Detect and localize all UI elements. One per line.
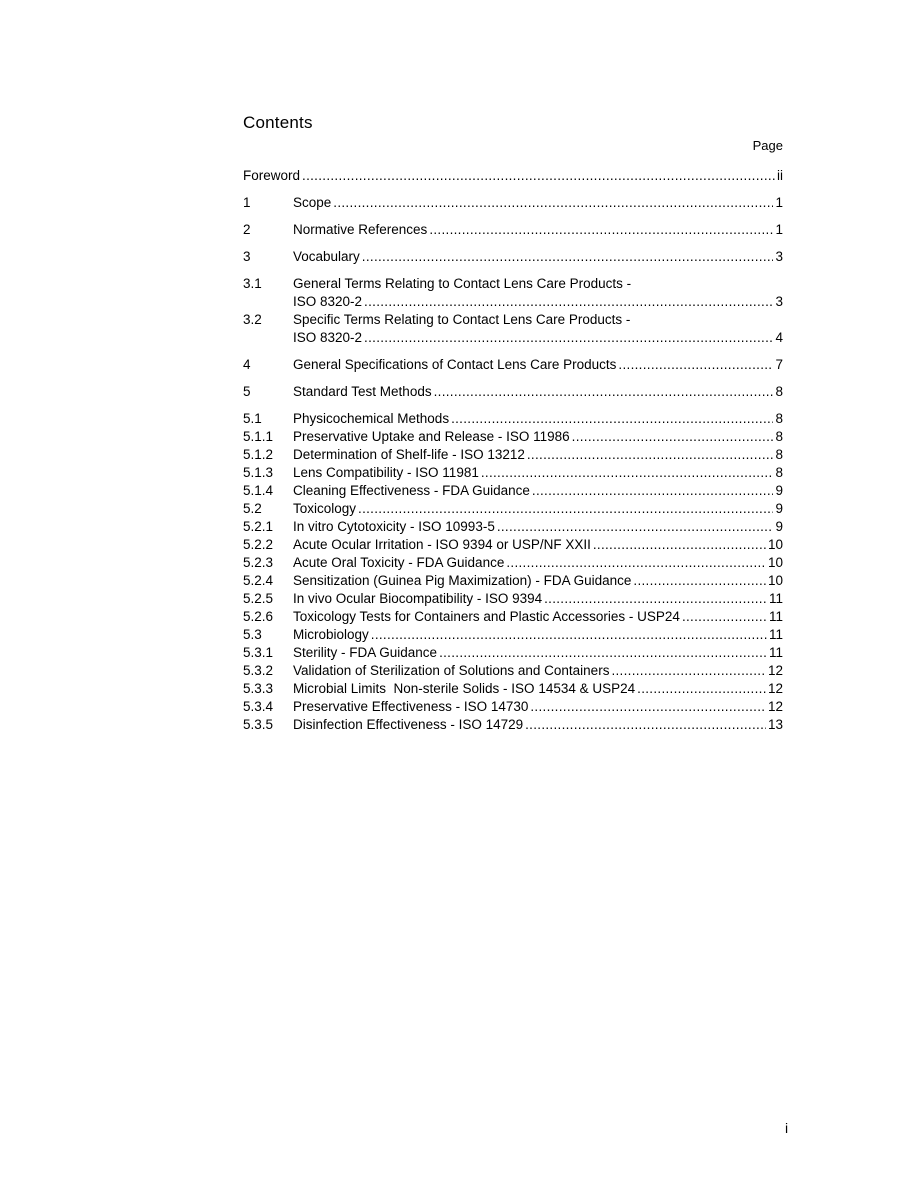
page-column-label: Page bbox=[752, 138, 783, 153]
toc-entry-text: Toxicology Tests for Containers and Plastic Accessories - USP24 bbox=[293, 609, 680, 624]
toc-entry-number: 3 bbox=[243, 249, 251, 264]
toc-entry-text: Toxicology bbox=[293, 501, 357, 516]
toc-entry[interactable] bbox=[243, 716, 783, 734]
toc-entry-text: Preservative Uptake and Release - ISO 11986 bbox=[293, 429, 570, 444]
toc-entry[interactable] bbox=[243, 428, 783, 446]
dot-leader bbox=[302, 167, 775, 185]
toc-entry-page: 9 bbox=[775, 501, 783, 516]
toc-entry-text: Vocabulary bbox=[293, 249, 360, 264]
toc-entry-text: Cleaning Effectiveness - FDA Guidance bbox=[293, 483, 530, 498]
toc-entry-text: Disinfection Effectiveness - ISO 14729 bbox=[293, 717, 524, 732]
toc-entry-3-2-line2[interactable] bbox=[243, 329, 783, 347]
toc-entry-number: 5.3.4 bbox=[243, 699, 274, 714]
toc-entry-text: Microbial Limits Non-sterile Solids - ISO 14534 & USP24 bbox=[293, 681, 636, 696]
toc-entry[interactable] bbox=[243, 221, 783, 239]
toc-entry-page: 1 bbox=[775, 222, 783, 237]
toc-entry-page: 9 bbox=[775, 519, 783, 534]
toc-entry[interactable] bbox=[243, 410, 783, 428]
toc-entry-page: 4 bbox=[775, 330, 783, 345]
toc-entry-text: Microbiology bbox=[293, 627, 369, 642]
toc-entry-page: 11 bbox=[768, 645, 783, 660]
toc-entry-page: 1 bbox=[775, 195, 783, 210]
toc-entry-text-continued: ISO 8320-2 bbox=[293, 294, 363, 309]
dot-leader bbox=[364, 329, 773, 347]
toc-entry-text: Physicochemical Methods bbox=[293, 411, 450, 426]
toc-entry-number: 5.3.1 bbox=[243, 645, 274, 660]
toc-entry-text: Standard Test Methods bbox=[293, 384, 432, 399]
footer-page-number: i bbox=[785, 1120, 789, 1136]
dot-leader bbox=[682, 608, 767, 626]
dot-leader bbox=[364, 293, 773, 311]
toc-entry[interactable] bbox=[243, 554, 783, 572]
toc-entry[interactable] bbox=[243, 644, 783, 662]
toc-entry-page: 12 bbox=[767, 681, 783, 696]
toc-entry[interactable] bbox=[243, 356, 783, 374]
dot-leader bbox=[358, 500, 773, 518]
toc-entry-page: 8 bbox=[775, 429, 783, 444]
dot-leader bbox=[371, 626, 767, 644]
toc-entry-page: 13 bbox=[767, 717, 783, 732]
toc-entry-page: 12 bbox=[767, 663, 783, 678]
dot-leader bbox=[481, 464, 774, 482]
dot-leader bbox=[611, 662, 766, 680]
dot-leader bbox=[333, 194, 773, 212]
toc-entry-text: Foreword bbox=[243, 168, 301, 183]
toc-entry-number: 5.3.3 bbox=[243, 681, 274, 696]
toc-entry-text: Acute Oral Toxicity - FDA Guidance bbox=[293, 555, 505, 570]
toc-entry-number: 5 bbox=[243, 384, 251, 399]
toc-entry-number: 1 bbox=[243, 195, 251, 210]
toc-entry-page: 3 bbox=[775, 249, 783, 264]
dot-leader bbox=[618, 356, 773, 374]
toc-entry-text: General Specifications of Contact Lens Care Products bbox=[293, 357, 617, 372]
toc-entry-page: 10 bbox=[767, 573, 783, 588]
dot-leader bbox=[434, 383, 774, 401]
toc-entry-number: 3.1 bbox=[243, 276, 262, 291]
dot-leader bbox=[429, 221, 773, 239]
dot-leader bbox=[527, 446, 774, 464]
toc-entry[interactable] bbox=[243, 248, 783, 266]
dot-leader bbox=[530, 698, 766, 716]
toc-entry-page: 11 bbox=[768, 627, 783, 642]
toc-entry-3-1-line1[interactable] bbox=[243, 275, 783, 293]
toc-entry-page: 11 bbox=[768, 591, 783, 606]
toc-entry-text: Acute Ocular Irritation - ISO 9394 or USP/NF XXII bbox=[293, 537, 591, 552]
dot-leader bbox=[593, 536, 766, 554]
dot-leader bbox=[506, 554, 766, 572]
toc-entry[interactable] bbox=[243, 608, 783, 626]
toc-entry-number: 5.2.6 bbox=[243, 609, 274, 624]
toc-entry-number: 2 bbox=[243, 222, 251, 237]
toc-entry-text: Determination of Shelf-life - ISO 13212 bbox=[293, 447, 525, 462]
toc-entry-text: Specific Terms Relating to Contact Lens Care Products - bbox=[293, 312, 631, 327]
dot-leader bbox=[497, 518, 774, 536]
toc-entry-number: 5.1.3 bbox=[243, 465, 274, 480]
toc-entry-number: 5.2.1 bbox=[243, 519, 274, 534]
toc-entry[interactable] bbox=[243, 536, 783, 554]
toc-entry[interactable] bbox=[243, 698, 783, 716]
dot-leader bbox=[544, 590, 767, 608]
toc-entry[interactable] bbox=[243, 383, 783, 401]
toc-entry-number: 5.1 bbox=[243, 411, 262, 426]
toc-entry-number: 4 bbox=[243, 357, 251, 372]
toc-entry-3-2-line1[interactable] bbox=[243, 311, 783, 329]
toc-entry-number: 5.3 bbox=[243, 627, 262, 642]
toc-entry[interactable] bbox=[243, 482, 783, 500]
toc-entry-text: Sterility - FDA Guidance bbox=[293, 645, 438, 660]
toc-entry-page: 11 bbox=[768, 609, 783, 624]
toc-entry[interactable] bbox=[243, 194, 783, 212]
toc-entry-number: 5.2 bbox=[243, 501, 262, 516]
toc-entry-number: 5.3.2 bbox=[243, 663, 274, 678]
toc-entry-number: 3.2 bbox=[243, 312, 262, 327]
toc-entry-page: 8 bbox=[775, 465, 783, 480]
toc-entry-text: Preservative Effectiveness - ISO 14730 bbox=[293, 699, 529, 714]
dot-leader bbox=[451, 410, 773, 428]
page-title: Contents bbox=[243, 113, 313, 132]
toc-entry-text: Lens Compatibility - ISO 11981 bbox=[293, 465, 479, 480]
toc-entry-number: 5.1.1 bbox=[243, 429, 274, 444]
toc-entry-page: 3 bbox=[775, 294, 783, 309]
toc-entry-text: Scope bbox=[293, 195, 332, 210]
toc-entry[interactable] bbox=[243, 518, 783, 536]
toc-entry[interactable] bbox=[243, 626, 783, 644]
toc-entry-page: 9 bbox=[775, 483, 783, 498]
toc-entry-page: 8 bbox=[775, 411, 783, 426]
toc-entry-number: 5.1.4 bbox=[243, 483, 274, 498]
toc-entry-text: Validation of Sterilization of Solutions and Containers bbox=[293, 663, 610, 678]
dot-leader bbox=[572, 428, 774, 446]
toc-entry-page: 12 bbox=[767, 699, 783, 714]
dot-leader bbox=[362, 248, 774, 266]
toc-entry-foreword[interactable] bbox=[243, 167, 783, 185]
toc-entry-3-1-line2[interactable] bbox=[243, 293, 783, 311]
toc-entry-page: ii bbox=[777, 168, 783, 183]
toc-entry[interactable] bbox=[243, 662, 783, 680]
toc-entry-page: 7 bbox=[775, 357, 783, 372]
toc-entry-number: 5.3.5 bbox=[243, 717, 274, 732]
toc-entry[interactable] bbox=[243, 446, 783, 464]
toc-entry-number: 5.2.2 bbox=[243, 537, 274, 552]
toc-entry[interactable] bbox=[243, 572, 783, 590]
toc-entry-text: Sensitization (Guinea Pig Maximization) - FDA Guidance bbox=[293, 573, 632, 588]
toc-entry[interactable] bbox=[243, 500, 783, 518]
toc-entry-number: 5.2.4 bbox=[243, 573, 274, 588]
dot-leader bbox=[525, 716, 766, 734]
toc-entry-page: 8 bbox=[775, 447, 783, 462]
toc-entry-number: 5.2.3 bbox=[243, 555, 274, 570]
toc-entry-page: 8 bbox=[775, 384, 783, 399]
toc-entry-text: In vitro Cytotoxicity - ISO 10993-5 bbox=[293, 519, 495, 534]
toc-entry-number: 5.2.5 bbox=[243, 591, 274, 606]
dot-leader bbox=[637, 680, 766, 698]
toc-entry[interactable] bbox=[243, 464, 783, 482]
toc-entry[interactable] bbox=[243, 590, 783, 608]
dot-leader bbox=[439, 644, 767, 662]
toc-entry-page: 10 bbox=[767, 555, 783, 570]
dot-leader bbox=[633, 572, 766, 590]
toc-entry-text-continued: ISO 8320-2 bbox=[293, 330, 363, 345]
dot-leader bbox=[532, 482, 774, 500]
toc-entry-text: General Terms Relating to Contact Lens Care Products - bbox=[293, 276, 632, 291]
toc-entry-text: In vivo Ocular Biocompatibility - ISO 9394 bbox=[293, 591, 543, 606]
toc-entry-text: Normative References bbox=[293, 222, 428, 237]
toc-entry-number: 5.1.2 bbox=[243, 447, 274, 462]
toc-entry[interactable] bbox=[243, 680, 783, 698]
toc-entry-page: 10 bbox=[767, 537, 783, 552]
